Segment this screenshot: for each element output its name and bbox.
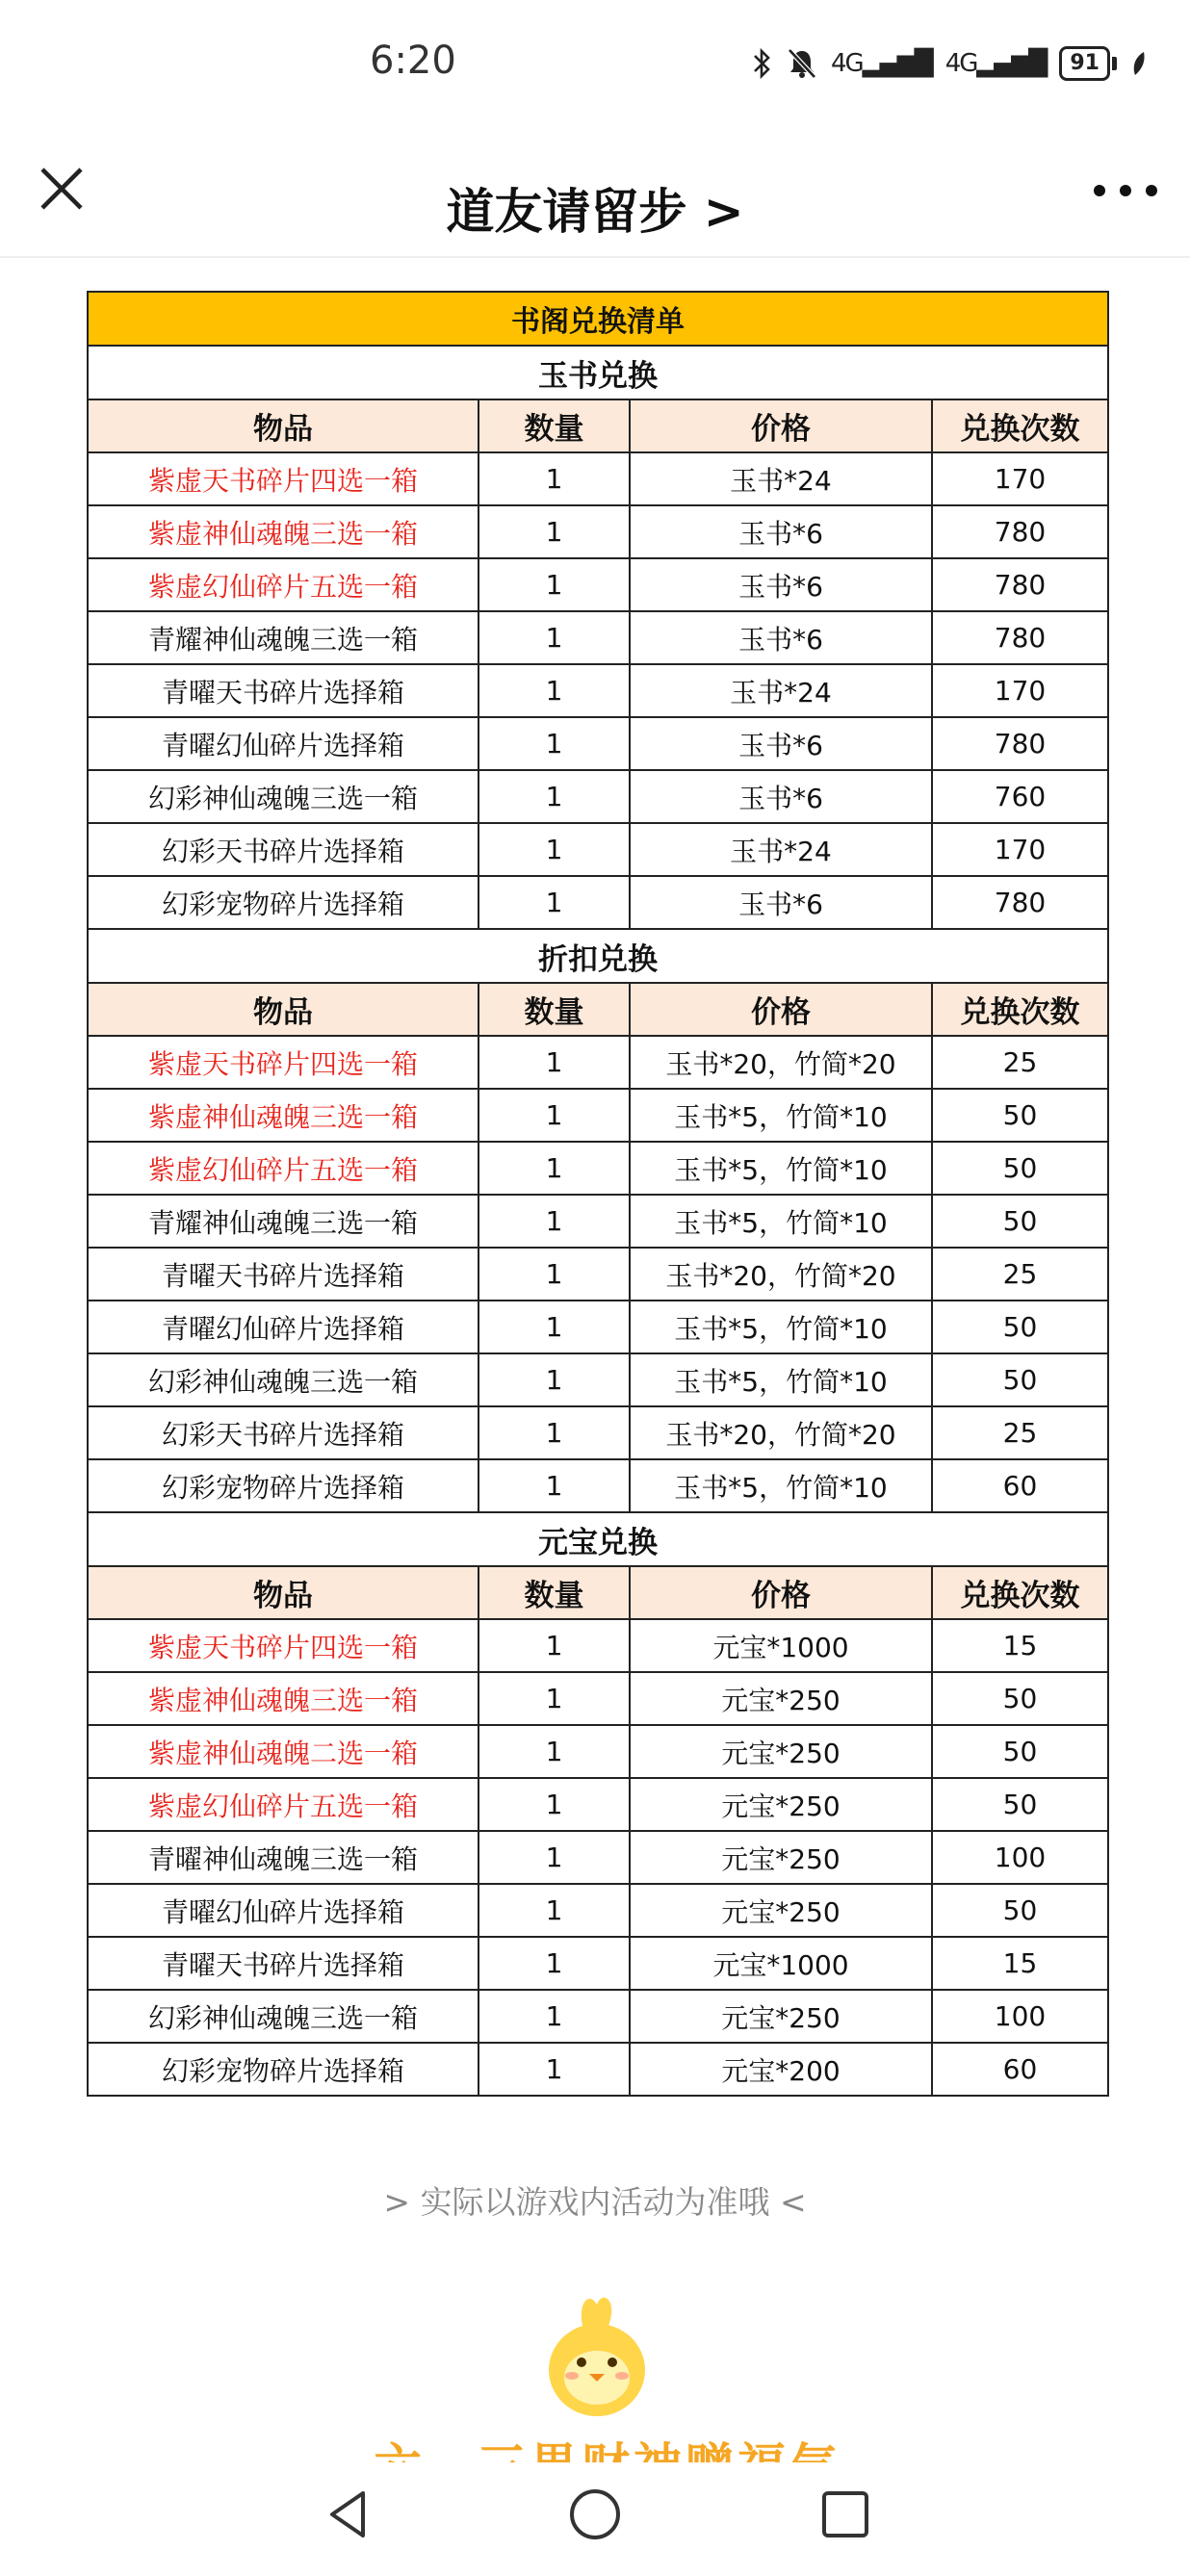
section-row [88,929,1108,983]
exchange-count: 15 [932,1937,1108,1990]
footer-note: > 实际以游戏内活动为准哦 < [383,2183,807,2221]
table-row [88,717,1108,770]
item-name: 紫虚神仙魂魄二选一箱 [88,1725,479,1778]
item-price: 玉书*5，竹简*10 [630,1142,932,1195]
exchange-count: 780 [932,611,1108,664]
column-header: 兑换次数 [932,399,1108,452]
column-header: 价格 [630,1566,932,1619]
nav-bar [0,135,1190,258]
table-row [88,611,1108,664]
item-quantity: 1 [479,1672,630,1725]
recent-apps-icon[interactable] [816,2486,874,2543]
status-icons [752,46,1148,81]
item-price: 元宝*250 [630,1990,932,2043]
mute-bell-icon [787,47,817,80]
chick-mascot-icon [530,2281,664,2426]
item-name: 青曜天书碎片选择箱 [88,664,479,717]
item-quantity: 1 [479,1036,630,1089]
item-price: 玉书*6 [630,876,932,929]
item-name: 紫虚天书碎片四选一箱 [88,1619,479,1672]
item-name: 幻彩宠物碎片选择箱 [88,2043,479,2096]
item-price: 玉书*5，竹简*10 [630,1195,932,1248]
leaf-icon [1130,50,1148,77]
home-icon[interactable] [566,2486,624,2543]
table-row [88,2043,1108,2096]
exchange-count: 50 [932,1089,1108,1142]
item-quantity: 1 [479,823,630,876]
item-price: 玉书*24 [630,664,932,717]
exchange-count: 25 [932,1248,1108,1301]
exchange-count: 60 [932,1459,1108,1512]
item-quantity: 1 [479,2043,630,2096]
exchange-count: 50 [932,1195,1108,1248]
item-name: 幻彩神仙魂魄三选一箱 [88,1353,479,1406]
item-quantity: 1 [479,1884,630,1937]
item-name: 紫虚天书碎片四选一箱 [88,1036,479,1089]
item-price: 玉书*24 [630,823,932,876]
item-quantity: 1 [479,717,630,770]
item-quantity: 1 [479,1353,630,1406]
item-quantity: 1 [479,1248,630,1301]
exchange-count: 50 [932,1142,1108,1195]
item-quantity: 1 [479,1301,630,1353]
item-price: 玉书*6 [630,505,932,558]
header-row [88,983,1108,1036]
item-quantity: 1 [479,611,630,664]
item-name: 青曜幻仙碎片选择箱 [88,1301,479,1353]
exchange-count: 50 [932,1672,1108,1725]
item-quantity: 1 [479,1089,630,1142]
exchange-count: 50 [932,1884,1108,1937]
section-title: 元宝兑换 [88,1512,1108,1566]
signal-icon: 4G▂▄▆█ [944,49,1047,78]
item-quantity: 1 [479,1990,630,2043]
exchange-count: 50 [932,1353,1108,1406]
item-price: 玉书*6 [630,770,932,823]
item-name: 幻彩宠物碎片选择箱 [88,1459,479,1512]
table-row [88,1990,1108,2043]
column-header: 数量 [479,1566,630,1619]
item-quantity: 1 [479,558,630,611]
item-name: 紫虚幻仙碎片五选一箱 [88,558,479,611]
exchange-count: 170 [932,664,1108,717]
item-name: 幻彩宠物碎片选择箱 [88,876,479,929]
item-name: 青曜天书碎片选择箱 [88,1937,479,1990]
item-name: 紫虚神仙魂魄三选一箱 [88,1089,479,1142]
item-price: 元宝*250 [630,1831,932,1884]
column-header: 物品 [88,399,479,452]
back-icon[interactable] [321,2486,378,2543]
section-row [88,1512,1108,1566]
item-quantity: 1 [479,1831,630,1884]
header-row [88,1566,1108,1619]
item-name: 幻彩天书碎片选择箱 [88,1406,479,1459]
exchange-count: 780 [932,558,1108,611]
item-quantity: 1 [479,1195,630,1248]
item-price: 玉书*5，竹简*10 [630,1301,932,1353]
battery-icon [1059,46,1117,81]
item-quantity: 1 [479,1142,630,1195]
item-name: 紫虚神仙魂魄三选一箱 [88,1672,479,1725]
item-name: 幻彩神仙魂魄三选一箱 [88,770,479,823]
table-row [88,823,1108,876]
exchange-count: 60 [932,2043,1108,2096]
item-price: 玉书*20，竹简*20 [630,1248,932,1301]
exchange-count: 170 [932,823,1108,876]
item-quantity: 1 [479,452,630,505]
column-header: 数量 [479,983,630,1036]
item-quantity: 1 [479,1725,630,1778]
table-row [88,558,1108,611]
column-header: 物品 [88,1566,479,1619]
item-price: 玉书*5，竹简*10 [630,1353,932,1406]
table-title-row [88,292,1108,346]
item-name: 青曜幻仙碎片选择箱 [88,717,479,770]
item-name: 紫虚幻仙碎片五选一箱 [88,1778,479,1831]
table-row [88,1089,1108,1142]
exchange-count: 15 [932,1619,1108,1672]
table-title: 书阁兑换清单 [88,292,1108,346]
item-quantity: 1 [479,770,630,823]
item-name: 青曜神仙魂魄三选一箱 [88,1831,479,1884]
table-row [88,1301,1108,1353]
exchange-count: 780 [932,876,1108,929]
table-row [88,1248,1108,1301]
item-quantity: 1 [479,1619,630,1672]
signal-icon: 4G▂▄▆█ [831,49,932,78]
item-price: 元宝*1000 [630,1937,932,1990]
bluetooth-icon [752,47,773,80]
table-row [88,1725,1108,1778]
item-price: 玉书*5，竹简*10 [630,1089,932,1142]
item-price: 元宝*1000 [630,1619,932,1672]
table-row [88,505,1108,558]
item-name: 青曜幻仙碎片选择箱 [88,1884,479,1937]
table-row [88,664,1108,717]
exchange-count: 50 [932,1725,1108,1778]
item-name: 青曜天书碎片选择箱 [88,1248,479,1301]
exchange-count: 100 [932,1990,1108,2043]
banner [366,2281,828,2462]
item-quantity: 1 [479,1406,630,1459]
item-quantity: 1 [479,1778,630,1831]
item-price: 玉书*5，竹简*10 [630,1459,932,1512]
exchange-count: 780 [932,505,1108,558]
section-row [88,346,1108,399]
status-time: 6:20 [370,39,456,83]
item-quantity: 1 [479,1459,630,1512]
table-row [88,1884,1108,1937]
exchange-count: 50 [932,1301,1108,1353]
table-row [88,1142,1108,1195]
exchange-count: 25 [932,1406,1108,1459]
exchange-count: 780 [932,717,1108,770]
table-row [88,1778,1108,1831]
item-name: 青耀神仙魂魄三选一箱 [88,1195,479,1248]
table-row [88,1036,1108,1089]
item-quantity: 1 [479,1937,630,1990]
item-price: 玉书*20，竹简*20 [630,1406,932,1459]
table-row [88,876,1108,929]
column-header: 价格 [630,399,932,452]
item-price: 元宝*250 [630,1725,932,1778]
exchange-count: 100 [932,1831,1108,1884]
exchange-count: 25 [932,1036,1108,1089]
item-price: 元宝*200 [630,2043,932,2096]
exchange-count: 50 [932,1778,1108,1831]
item-quantity: 1 [479,505,630,558]
table-row [88,1195,1108,1248]
item-name: 紫虚天书碎片四选一箱 [88,452,479,505]
table-row [88,1619,1108,1672]
item-quantity: 1 [479,664,630,717]
table-row [88,1937,1108,1990]
item-name: 紫虚神仙魂魄三选一箱 [88,505,479,558]
table-row [88,1672,1108,1725]
item-price: 玉书*6 [630,611,932,664]
column-header: 价格 [630,983,932,1036]
table-row [88,452,1108,505]
item-price: 玉书*20，竹简*20 [630,1036,932,1089]
table-row [88,1406,1108,1459]
battery-level: 91 [1059,46,1110,81]
item-price: 玉书*6 [630,558,932,611]
column-header: 兑换次数 [932,983,1108,1036]
table-row [88,1353,1108,1406]
item-price: 玉书*24 [630,452,932,505]
item-quantity: 1 [479,876,630,929]
item-price: 元宝*250 [630,1672,932,1725]
header-row [88,399,1108,452]
item-price: 元宝*250 [630,1778,932,1831]
item-name: 青耀神仙魂魄三选一箱 [88,611,479,664]
table-row [88,1459,1108,1512]
system-nav-bar [0,2462,1190,2576]
column-header: 数量 [479,399,630,452]
status-bar [0,0,1190,135]
exchange-count: 760 [932,770,1108,823]
item-name: 幻彩天书碎片选择箱 [88,823,479,876]
page-title[interactable]: 道友请留步 > [446,184,744,240]
item-name: 幻彩神仙魂魄三选一箱 [88,1990,479,2043]
item-name: 紫虚幻仙碎片五选一箱 [88,1142,479,1195]
table-row [88,1831,1108,1884]
section-title: 折扣兑换 [88,929,1108,983]
exchange-count: 170 [932,452,1108,505]
item-price: 玉书*6 [630,717,932,770]
column-header: 物品 [88,983,479,1036]
table-row [88,770,1108,823]
item-price: 元宝*250 [630,1884,932,1937]
section-title: 玉书兑换 [88,346,1108,399]
exchange-table [87,291,1109,2097]
column-header: 兑换次数 [932,1566,1108,1619]
more-icon[interactable] [1094,162,1157,219]
